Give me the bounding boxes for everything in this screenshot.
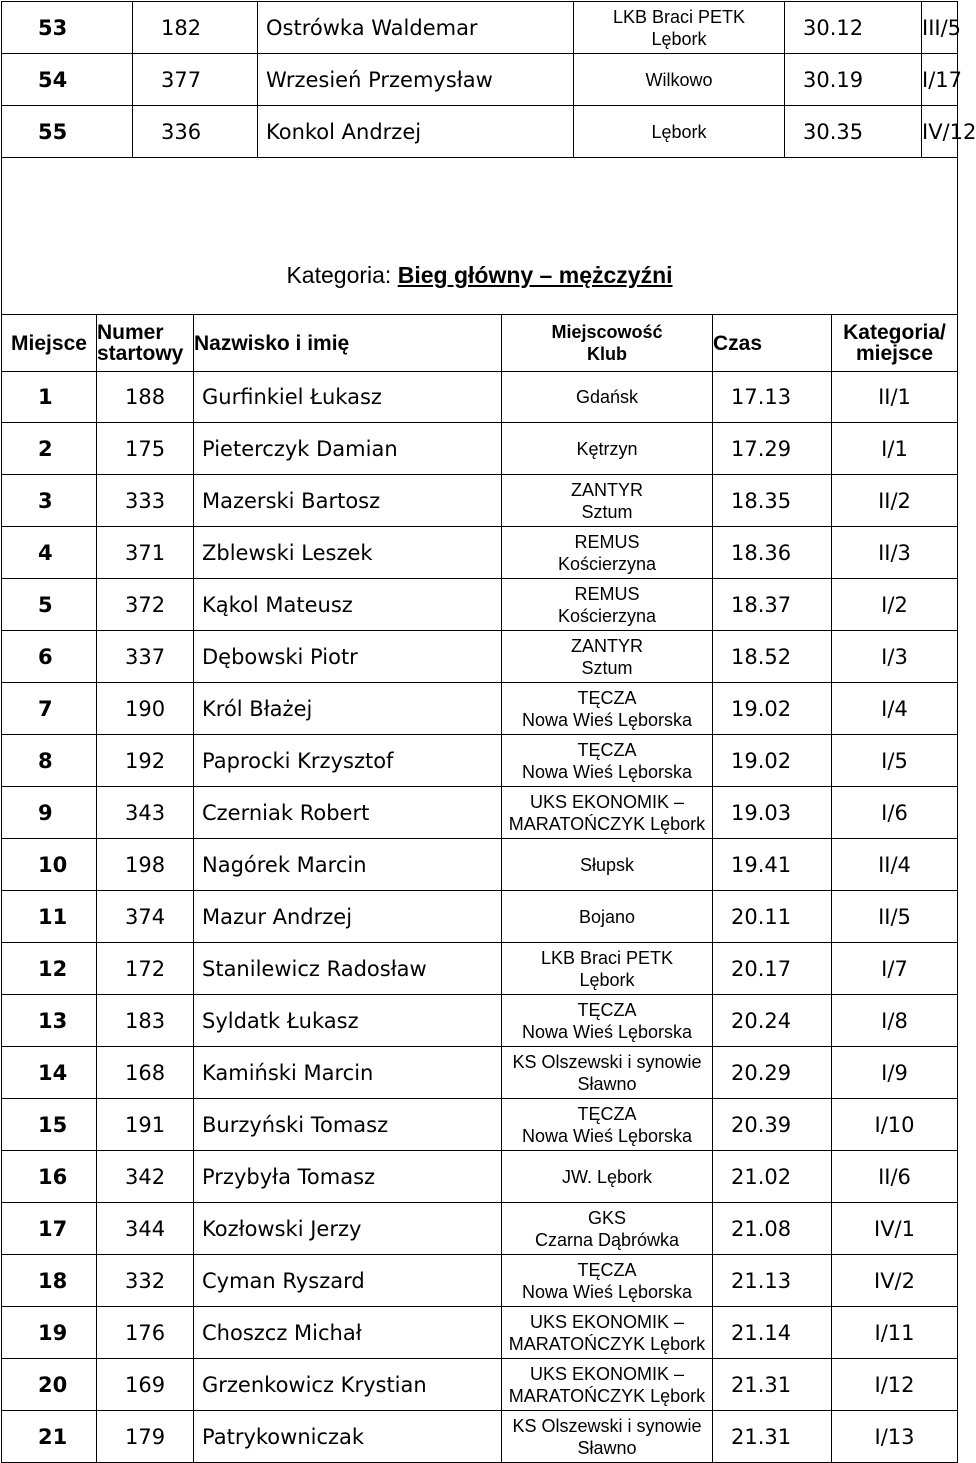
name-cell: Choszcz Michał (194, 1307, 502, 1359)
table-row (2, 1307, 958, 1359)
category-cell: I/17 (922, 54, 958, 106)
club-line: Kętrzyn (576, 438, 638, 459)
club-line: GKS (587, 1207, 626, 1228)
name-cell: Król Błażej (194, 683, 502, 735)
place-cell: 7 (2, 683, 97, 735)
club-line: MARATOŃCZYK Lębork (508, 813, 706, 834)
category-cell: IV/12 (922, 106, 958, 158)
club-line: ZANTYR (571, 479, 643, 500)
time-cell: 30.35 (785, 106, 922, 158)
table-row (2, 54, 958, 106)
club-line: Lębork (579, 969, 635, 990)
category-cell: I/4 (832, 683, 958, 735)
table-row (2, 579, 958, 631)
name-cell: Burzyński Tomasz (194, 1099, 502, 1151)
place-cell: 10 (2, 839, 97, 891)
start-number-cell: 172 (97, 943, 194, 995)
start-number-cell: 336 (133, 106, 258, 158)
table-row (2, 2, 958, 54)
club-cell (502, 1411, 713, 1463)
club-line: MARATOŃCZYK Lębork (508, 1333, 706, 1354)
category-cell: I/11 (832, 1307, 958, 1359)
start-number-cell: 191 (97, 1099, 194, 1151)
name-cell: Konkol Andrzej (258, 106, 574, 158)
category-cell: I/1 (832, 423, 958, 475)
club-line: Sławno (577, 1073, 637, 1094)
club-line: Gdańsk (575, 387, 639, 407)
club-line: TĘCZA (577, 687, 637, 708)
club-line: Nowa Wieś Lęborska (521, 1021, 693, 1042)
start-number-cell: 198 (97, 839, 194, 891)
name-cell: Wrzesień Przemysław (258, 54, 574, 106)
table-row (2, 1099, 958, 1151)
start-number-cell: 182 (133, 2, 258, 54)
table-row (2, 527, 958, 579)
category-prefix: Kategoria: (286, 262, 398, 288)
category-cell: I/7 (832, 943, 958, 995)
place-cell: 11 (2, 891, 97, 943)
time-cell: 18.52 (713, 631, 832, 683)
club-cell (502, 423, 713, 475)
place-cell: 21 (2, 1411, 97, 1463)
club-line: MARATOŃCZYK Lębork (508, 1385, 706, 1406)
time-cell: 20.29 (713, 1047, 832, 1099)
start-number-cell: 168 (97, 1047, 194, 1099)
category-cell: I/5 (832, 735, 958, 787)
time-cell: 19.02 (713, 683, 832, 735)
club-cell (502, 1359, 713, 1411)
category-cell: I/6 (832, 787, 958, 839)
time-cell: 18.36 (713, 527, 832, 579)
start-number-cell: 374 (97, 891, 194, 943)
club-cell (574, 54, 785, 106)
time-cell: 21.31 (713, 1411, 832, 1463)
place-cell: 54 (2, 54, 133, 106)
start-number-cell: 332 (97, 1255, 194, 1307)
club-line: TĘCZA (577, 1259, 637, 1280)
club-line: Sztum (581, 657, 633, 678)
category-section (1, 158, 958, 314)
table-row (2, 1203, 958, 1255)
table-row (2, 891, 958, 943)
place-cell: 9 (2, 787, 97, 839)
place-cell: 2 (2, 423, 97, 475)
name-cell: Ostrówka Waldemar (258, 2, 574, 54)
name-cell: Grzenkowicz Krystian (194, 1359, 502, 1411)
club-line: UKS EKONOMIK – (529, 791, 685, 812)
start-number-cell: 175 (97, 423, 194, 475)
club-line: ZANTYR (571, 635, 643, 656)
category-cell: II/6 (832, 1151, 958, 1203)
club-line: KS Olszewski i synowie (512, 1415, 702, 1436)
category-cell: II/4 (832, 839, 958, 891)
club-line: Czarna Dąbrówka (534, 1229, 680, 1250)
club-cell (502, 579, 713, 631)
club-cell (502, 372, 713, 423)
club-cell (502, 527, 713, 579)
table-row (2, 631, 958, 683)
start-number-cell: 333 (97, 475, 194, 527)
table-row (2, 372, 958, 423)
place-cell: 4 (2, 527, 97, 579)
name-cell: Dębowski Piotr (194, 631, 502, 683)
category-cell: I/10 (832, 1099, 958, 1151)
name-cell: Paprocki Krzysztof (194, 735, 502, 787)
table-row (2, 995, 958, 1047)
club-line: Słupsk (579, 854, 635, 875)
time-cell: 21.02 (713, 1151, 832, 1203)
place-cell: 12 (2, 943, 97, 995)
time-cell: 20.39 (713, 1099, 832, 1151)
table-row (2, 1047, 958, 1099)
time-cell: 19.02 (713, 735, 832, 787)
club-cell (502, 1255, 713, 1307)
time-cell: 17.13 (713, 372, 832, 423)
place-cell: 8 (2, 735, 97, 787)
club-cell (502, 995, 713, 1047)
header-category: Kategoria/ miejsce (832, 315, 958, 372)
start-number-cell: 342 (97, 1151, 194, 1203)
category-cell: I/2 (832, 579, 958, 631)
header-start-number: Numer startowy (97, 315, 194, 372)
table-row (2, 943, 958, 995)
club-line: Nowa Wieś Lęborska (521, 1125, 693, 1146)
table-row (2, 1411, 958, 1463)
name-cell: Kamiński Marcin (194, 1047, 502, 1099)
table-row (2, 1255, 958, 1307)
place-cell: 14 (2, 1047, 97, 1099)
club-cell (502, 1099, 713, 1151)
place-cell: 20 (2, 1359, 97, 1411)
club-cell (502, 891, 713, 943)
club-line: Kościerzyna (557, 553, 657, 574)
club-cell (502, 1203, 713, 1255)
place-cell: 3 (2, 475, 97, 527)
start-number-cell: 372 (97, 579, 194, 631)
time-cell: 21.14 (713, 1307, 832, 1359)
club-cell (502, 683, 713, 735)
place-cell: 15 (2, 1099, 97, 1151)
club-cell (502, 943, 713, 995)
start-number-cell: 190 (97, 683, 194, 735)
table-row (2, 839, 958, 891)
category-cell: II/1 (832, 372, 958, 423)
header-time: Czas (713, 315, 832, 372)
place-cell: 16 (2, 1151, 97, 1203)
time-cell: 20.11 (713, 891, 832, 943)
category-cell: III/5 (922, 2, 958, 54)
club-line: KS Olszewski i synowie (512, 1051, 702, 1072)
category-cell: I/13 (832, 1411, 958, 1463)
name-cell: Czerniak Robert (194, 787, 502, 839)
start-number-cell: 183 (97, 995, 194, 1047)
time-cell: 21.31 (713, 1359, 832, 1411)
name-cell: Cyman Ryszard (194, 1255, 502, 1307)
table-row (2, 106, 958, 158)
time-cell: 21.08 (713, 1203, 832, 1255)
name-cell: Pieterczyk Damian (194, 423, 502, 475)
name-cell: Mazur Andrzej (194, 891, 502, 943)
club-line: Nowa Wieś Lęborska (521, 1281, 693, 1302)
club-line: TĘCZA (577, 1103, 637, 1124)
place-cell: 1 (2, 372, 97, 423)
club-line: Lębork (651, 28, 707, 49)
time-cell: 20.17 (713, 943, 832, 995)
name-cell: Zblewski Leszek (194, 527, 502, 579)
start-number-cell: 188 (97, 372, 194, 423)
start-number-cell: 169 (97, 1359, 194, 1411)
club-line: REMUS (574, 583, 640, 604)
club-line: TĘCZA (577, 999, 637, 1020)
start-number-cell: 337 (97, 631, 194, 683)
category-cell: I/9 (832, 1047, 958, 1099)
time-cell: 30.19 (785, 54, 922, 106)
place-cell: 17 (2, 1203, 97, 1255)
time-cell: 18.35 (713, 475, 832, 527)
club-line: JW. Lębork (561, 1166, 653, 1187)
time-cell: 30.12 (785, 2, 922, 54)
header-club: Miejscowość Klub (502, 315, 713, 372)
name-cell: Mazerski Bartosz (194, 475, 502, 527)
club-line: Bojano (578, 906, 636, 927)
club-line: TĘCZA (577, 739, 637, 760)
place-cell: 55 (2, 106, 133, 158)
club-line: LKB Braci PETK (612, 6, 746, 27)
time-cell: 18.37 (713, 579, 832, 631)
club-line: Sławno (577, 1437, 637, 1458)
name-cell: Kozłowski Jerzy (194, 1203, 502, 1255)
club-line: Kościerzyna (557, 605, 657, 626)
header-name: Nazwisko i imię (194, 315, 502, 372)
club-cell (502, 839, 713, 891)
start-number-cell: 343 (97, 787, 194, 839)
table-row (2, 423, 958, 475)
place-cell: 13 (2, 995, 97, 1047)
place-cell: 6 (2, 631, 97, 683)
table-row (2, 683, 958, 735)
header-place: Miejsce (2, 315, 97, 372)
place-cell: 18 (2, 1255, 97, 1307)
place-cell: 5 (2, 579, 97, 631)
club-line: LKB Braci PETK (540, 947, 674, 968)
category-cell: II/2 (832, 475, 958, 527)
time-cell: 20.24 (713, 995, 832, 1047)
club-cell (502, 1151, 713, 1203)
place-cell: 19 (2, 1307, 97, 1359)
category-title (2, 262, 957, 289)
name-cell: Stanilewicz Radosław (194, 943, 502, 995)
club-cell (502, 1047, 713, 1099)
category-cell: I/12 (832, 1359, 958, 1411)
club-cell (574, 2, 785, 54)
club-line: REMUS (574, 531, 640, 552)
club-cell (502, 735, 713, 787)
name-cell: Patrykowniczak (194, 1411, 502, 1463)
category-cell: IV/1 (832, 1203, 958, 1255)
time-cell: 19.03 (713, 787, 832, 839)
club-cell (502, 787, 713, 839)
category-cell: II/3 (832, 527, 958, 579)
category-cell: II/5 (832, 891, 958, 943)
name-cell: Gurfinkiel Łukasz (194, 372, 502, 423)
club-line: UKS EKONOMIK – (529, 1311, 685, 1332)
club-line: UKS EKONOMIK – (529, 1363, 685, 1384)
club-line: Nowa Wieś Lęborska (521, 709, 693, 730)
place-cell: 53 (2, 2, 133, 54)
category-cell: IV/2 (832, 1255, 958, 1307)
table-row (2, 1151, 958, 1203)
club-cell (502, 631, 713, 683)
start-number-cell: 371 (97, 527, 194, 579)
table-row (2, 475, 958, 527)
club-line: Lębork (651, 121, 707, 142)
table-row (2, 787, 958, 839)
start-number-cell: 176 (97, 1307, 194, 1359)
table-row (2, 735, 958, 787)
club-line: Nowa Wieś Lęborska (521, 761, 693, 782)
category-cell: I/3 (832, 631, 958, 683)
time-cell: 17.29 (713, 423, 832, 475)
name-cell: Syldatk Łukasz (194, 995, 502, 1047)
club-cell (502, 475, 713, 527)
category-name: Bieg główny – mężczyźni (397, 262, 673, 288)
name-cell: Przybyła Tomasz (194, 1151, 502, 1203)
time-cell: 19.41 (713, 839, 832, 891)
results-table-continued (1, 1, 976, 158)
club-line: Wilkowo (645, 69, 713, 90)
results-table-main (1, 314, 958, 1463)
time-cell: 21.13 (713, 1255, 832, 1307)
club-cell (502, 1307, 713, 1359)
name-cell: Nagórek Marcin (194, 839, 502, 891)
table-header-row (2, 315, 958, 372)
name-cell: Kąkol Mateusz (194, 579, 502, 631)
category-cell: I/8 (832, 995, 958, 1047)
club-line: Sztum (581, 501, 633, 522)
start-number-cell: 344 (97, 1203, 194, 1255)
start-number-cell: 377 (133, 54, 258, 106)
start-number-cell: 192 (97, 735, 194, 787)
table-row (2, 1359, 958, 1411)
start-number-cell: 179 (97, 1411, 194, 1463)
club-cell (574, 106, 785, 158)
